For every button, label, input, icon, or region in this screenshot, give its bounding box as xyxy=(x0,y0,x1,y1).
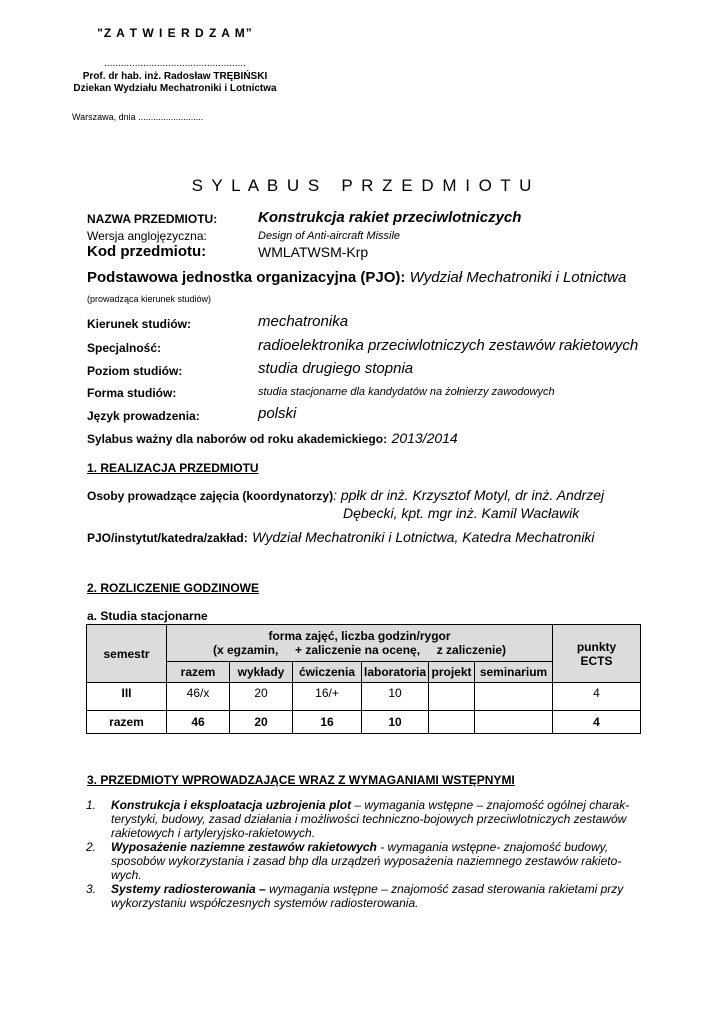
list-item-text: – wymagania wstępne – znajomość ogólnej charak- xyxy=(351,798,630,812)
subject-code-value: WMLATWSM-Krp xyxy=(258,244,369,260)
coordinators-label: Osoby prowadzące zajęcia (koordynatorzy) xyxy=(87,489,334,503)
col-cwiczenia: ćwiczenia xyxy=(293,662,362,683)
cell-laboratoria: 10 xyxy=(362,683,429,711)
cell-cwiczenia: 16/+ xyxy=(293,683,362,711)
section1-heading: 1. REALIZACJA PRZEDMIOTU xyxy=(87,461,259,475)
detail-value-specjalnosc: radioelektronika przeciwlotniczych zestawów rakietowych xyxy=(258,337,639,354)
unit-value: Wydział Mechatroniki i Lotnictwa, Katedra Mechatroniki xyxy=(252,529,595,545)
header-forma xyxy=(167,625,553,662)
detail-value-jezyk: polski xyxy=(258,405,297,422)
unit-label: PJO/instytut/katedra/zakład: xyxy=(87,531,248,545)
section2-heading: 2. ROZLICZENIE GODZINOWE xyxy=(87,581,260,595)
signature-line: ................................................... xyxy=(104,58,246,69)
header-punkty xyxy=(553,625,641,683)
detail-label-specjalnosc: Specjalność: xyxy=(87,341,162,355)
list-item xyxy=(86,798,642,840)
list-item-number: 3. xyxy=(86,882,97,896)
pjo-label: Podstawowa jednostka organizacyjna (PJO): xyxy=(87,269,406,286)
coordinators-value-1: : ppłk dr inż. Krzysztof Motyl, dr inż. Andrzej xyxy=(333,487,605,503)
subject-name-label: NAZWA PRZEDMIOTU: xyxy=(87,212,218,226)
approver-role: Dziekan Wydziału Mechatroniki i Lotnictwa xyxy=(73,83,277,94)
prerequisites-list xyxy=(86,798,642,910)
section2-sub: a. Studia stacjonarne xyxy=(87,609,208,623)
cell-razem: 46/x xyxy=(167,683,230,711)
header-ects-label: ECTS xyxy=(580,653,613,668)
col-projekt: projekt xyxy=(429,662,475,683)
list-item-line-2: sposobów wykorzystania i zasad bhp dla urządzeń wyposażenia naziemnego zestawów rakieto- xyxy=(111,854,622,868)
cell-ects: 4 xyxy=(553,683,641,711)
pjo-line xyxy=(87,269,626,286)
subject-code-label: Kod przedmiotu: xyxy=(87,243,207,260)
list-item-line-3: rakietowych i artyleryjsko-rakietowych. xyxy=(111,826,316,840)
detail-value-poziom: studia drugiego stopnia xyxy=(258,360,414,377)
hours-table xyxy=(86,624,641,734)
cell-semestr: III xyxy=(87,683,167,711)
col-seminarium: seminarium xyxy=(475,662,553,683)
cell-seminarium xyxy=(475,711,553,734)
cell-seminarium xyxy=(475,683,553,711)
list-item-title: Konstrukcja i eksploatacja uzbrojenia plot xyxy=(111,798,352,812)
list-item-number: 2. xyxy=(86,840,97,854)
list-item-line-3: wych. xyxy=(111,868,142,882)
list-item-line-1 xyxy=(111,840,642,854)
pjo-note: (prowadząca kierunek studiów) xyxy=(87,294,212,304)
header-punkty-label: punkty xyxy=(576,639,617,654)
approver-name: Prof. dr hab. inż. Radosław TRĘBIŃSKI xyxy=(82,71,268,82)
page-title: S Y L A B U S P R Z E D M I O T U xyxy=(191,176,534,195)
col-laboratoria: laboratoria xyxy=(362,662,429,683)
subject-name-value: Konstrukcja rakiet przeciwlotniczych xyxy=(258,209,522,226)
cell-semestr: razem xyxy=(87,711,167,734)
header-forma-line1: forma zajęć, liczba godzin/rygor xyxy=(268,629,451,643)
validity-line xyxy=(87,430,458,448)
cell-laboratoria: 10 xyxy=(362,711,429,734)
header-forma-line2: (x egzamin, + zaliczenie na ocenę, z zaliczenie) xyxy=(212,643,507,657)
header-semestr: semestr xyxy=(87,625,167,683)
cell-wyklady: 20 xyxy=(230,711,293,734)
list-item-line-1 xyxy=(111,882,642,896)
col-wyklady: wykłady xyxy=(230,662,293,683)
detail-label-jezyk: Język prowadzenia: xyxy=(87,409,200,423)
list-item-number: 1. xyxy=(86,798,97,812)
detail-label-forma: Forma studiów: xyxy=(87,386,177,400)
col-razem: razem xyxy=(167,662,230,683)
list-item-line-1 xyxy=(111,798,642,812)
subject-en-label: Wersja anglojęzyczna: xyxy=(87,229,207,243)
approval-heading: "Z A T W I E R D Z A M” xyxy=(97,26,253,40)
validity-value: 2013/2014 xyxy=(391,430,458,446)
place-date: Warszawa, dnia .......................... xyxy=(72,112,204,122)
list-item-text: wymagania wstępne – znajomość zasad sterowania rakietami przy xyxy=(265,882,624,896)
list-item-text: - wymagania wstępne- znajomość budowy, xyxy=(376,840,609,854)
validity-label: Sylabus ważny dla naborów od roku akademickiego: xyxy=(87,432,388,446)
pjo-value: Wydział Mechatroniki i Lotnictwa xyxy=(409,269,627,286)
unit-line xyxy=(87,529,595,547)
cell-ects: 4 xyxy=(553,711,641,734)
list-item xyxy=(86,882,642,910)
subject-en-value: Design of Anti-aircraft Missile xyxy=(258,230,401,242)
list-item-line-2: wykorzystaniu współczesnych systemów radiosterowania. xyxy=(111,896,419,910)
table-row xyxy=(87,711,641,734)
detail-value-forma: studia stacjonarne dla kandydatów na żołnierzy zawodowych xyxy=(258,386,555,398)
section3-heading: 3. PRZEDMIOTY WPROWADZAJĄCE WRAZ Z WYMAGANIAMI WSTĘPNYMI xyxy=(87,773,515,787)
detail-label-kierunek: Kierunek studiów: xyxy=(87,317,192,331)
detail-label-poziom: Poziom studiów: xyxy=(87,364,183,378)
cell-wyklady: 20 xyxy=(230,683,293,711)
coordinators-value-2: Dębecki, kpt. mgr inż. Kamil Wacławik xyxy=(343,505,580,521)
list-item xyxy=(86,840,642,882)
cell-projekt xyxy=(429,711,475,734)
cell-projekt xyxy=(429,683,475,711)
cell-razem: 46 xyxy=(167,711,230,734)
table-row xyxy=(87,683,641,711)
coordinators-line xyxy=(87,487,604,505)
list-item-title: Wyposażenie naziemne zestawów rakietowych xyxy=(111,840,377,854)
detail-value-kierunek: mechatronika xyxy=(258,313,349,330)
list-item-line-2: terystyki, budowy, zasad działania i możliwości techniczno-bojowych przeciwlotniczych zestawów xyxy=(111,812,627,826)
list-item-title: Systemy radiosterowania – xyxy=(111,882,266,896)
cell-cwiczenia: 16 xyxy=(293,711,362,734)
